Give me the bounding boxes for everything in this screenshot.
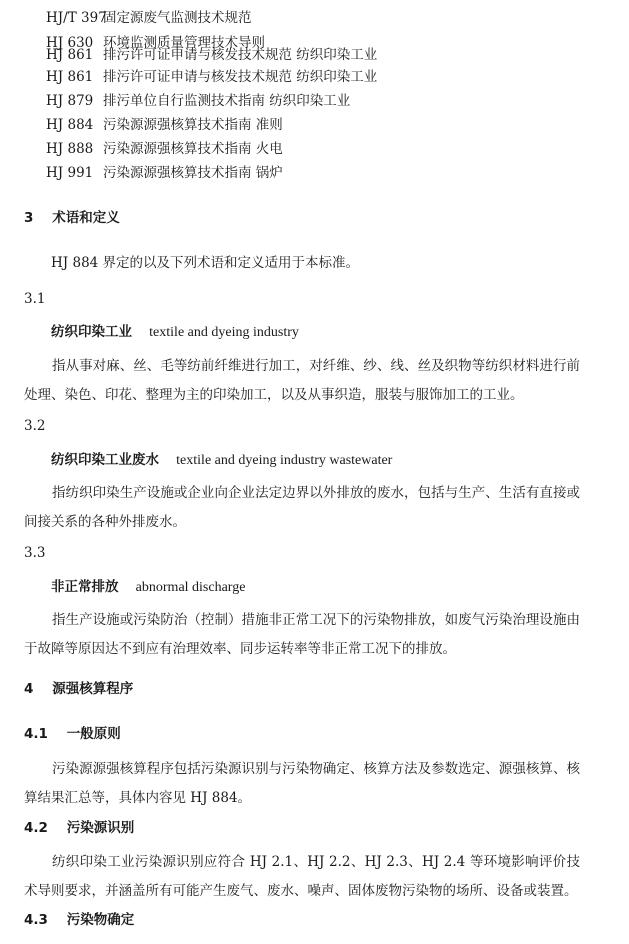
subsection-text: 纺织印染工业污染源识别应符合 HJ 2.1、HJ 2.2、HJ 2.3、HJ 2.4 等环境影响评价技术导则要求，并涵盖所有可能产生废气、废水、噪声、固体废物污染物的场所、设备或装置。 xyxy=(24,854,580,899)
term-name-cn: 纺织印染工业废水 xyxy=(51,452,159,468)
reference-item xyxy=(46,115,283,135)
term-number: 3.2 xyxy=(24,418,46,434)
subsection-heading: 4.1 一般原则 xyxy=(24,726,121,742)
reference-code: HJ/T 397 xyxy=(46,10,107,26)
term-definition: 指纺织印染生产设施或企业向企业法定边界以外排放的废水，包括与生产、生活有直接或间接关系的各种外排废水。 xyxy=(24,485,580,530)
term-name-en: textile and dyeing industry wastewater xyxy=(176,453,393,468)
term-name-en: textile and dyeing industry xyxy=(149,325,299,340)
section-heading: 4 源强核算程序 xyxy=(24,681,134,697)
reference-code: HJ 879 xyxy=(46,93,94,109)
subsection-heading: 4.2 污染源识别 xyxy=(24,820,135,836)
section-intro: HJ 884 界定的以及下列术语和定义适用于本标准。 xyxy=(51,255,360,271)
term-number: 3.3 xyxy=(24,545,46,561)
term-name-en: abnormal discharge xyxy=(135,580,246,595)
term-definition: 指生产设施或污染防治（控制）措施非正常工况下的污染物排放，如废气污染治理设施由于故障等原因达不到应有治理效率、同步运转率等非正常工况下的排放。 xyxy=(24,612,580,657)
reference-title: 污染源源强核算技术指南 准则 xyxy=(103,117,283,133)
term-number: 3.1 xyxy=(24,291,46,307)
reference-title: 排污许可证申请与核发技术规范 纺织印染工业 xyxy=(103,69,378,85)
term-title xyxy=(51,450,392,471)
reference-title: 环境监测质量管理技术导则 xyxy=(103,35,265,51)
term-title xyxy=(51,322,299,343)
reference-code: HJ 861 xyxy=(46,47,94,63)
reference-item xyxy=(46,163,283,183)
reference-code: HJ 888 xyxy=(46,141,94,157)
term-name-cn: 纺织印染工业 xyxy=(51,324,132,340)
reference-code: HJ 884 xyxy=(46,117,94,133)
reference-title: 排污许可证申请与核发技术规范 纺织印染工业 xyxy=(103,47,378,63)
subsection-text: 污染源源强核算程序包括污染源识别与污染物确定、核算方法及参数选定、源强核算、核算结果汇总等，具体内容见 HJ 884。 xyxy=(24,761,580,806)
term-title xyxy=(51,577,245,598)
reference-title: 排污单位自行监测技术指南 纺织印染工业 xyxy=(103,93,351,109)
reference-item xyxy=(46,8,252,28)
reference-title: 固定源废气监测技术规范 xyxy=(103,10,252,26)
subsection-heading: 4.3 污染物确定 xyxy=(24,912,135,928)
reference-item xyxy=(46,139,283,159)
reference-item xyxy=(46,91,350,111)
reference-code: HJ 630 xyxy=(46,35,94,51)
section-heading: 3 术语和定义 xyxy=(24,210,120,226)
reference-item-clipped xyxy=(46,47,378,65)
reference-item xyxy=(46,67,377,87)
reference-code: HJ 861 xyxy=(46,69,94,85)
reference-code: HJ 991 xyxy=(46,165,94,181)
term-name-cn: 非正常排放 xyxy=(51,579,119,595)
reference-title: 污染源源强核算技术指南 火电 xyxy=(103,141,283,157)
term-definition: 指从事对麻、丝、毛等纺前纤维进行加工，对纤维、纱、线、丝及织物等纺织材料进行前处理、染色、印花、整理为主的印染加工，以及从事织造，服装与服饰加工的工业。 xyxy=(24,358,580,403)
reference-title: 污染源源强核算技术指南 锅炉 xyxy=(103,165,283,181)
